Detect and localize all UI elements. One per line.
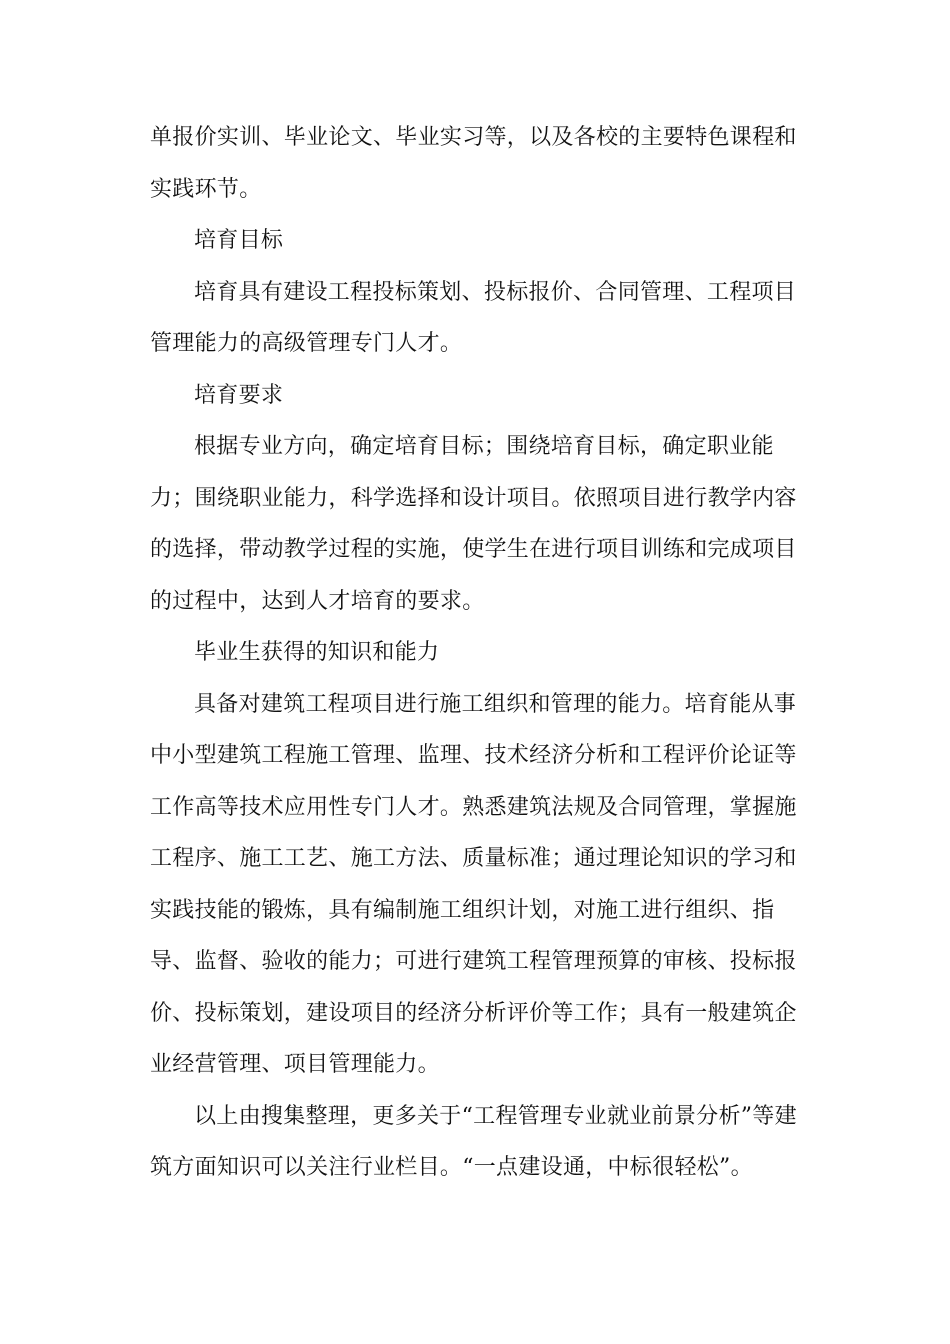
paragraph-continuation [150,112,800,215]
text-line: 单报价实训、毕业论文、毕业实习等，以及各校的主要特色课程和 [150,125,797,150]
text-line: 管理能力的高级管理专门人才。 [150,331,463,356]
text-line: 的选择，带动教学过程的实施，使学生在进行项目训练和完成项目 [150,537,797,562]
text-line: 中小型建筑工程施工管理、监理、技术经济分析和工程评价论证等 [150,743,797,768]
paragraph-goal [150,267,800,370]
text-line: 实践环节。 [150,176,262,202]
text-line: 以上由搜集整理，更多关于“工程管理专业就业前景分析”等建 [194,1103,797,1129]
section-heading-requirements [150,370,800,422]
text-line: 具备对建筑工程项目进行施工组织和管理的能力。培育能从事 [194,691,797,717]
text-line: 导、监督、验收的能力；可进行建筑工程管理预算的审核、投标报 [150,949,797,974]
text-line: 价、投标策划，建设项目的经济分析评价等工作；具有一般建筑企 [150,1000,797,1026]
heading-text: 培育目标 [194,228,284,253]
text-line: 根据专业方向，确定培育目标；围绕培育目标，确定职业能 [194,434,774,459]
text-line: 筑方面知识可以关注行业栏目。“一点建设通，中标很轻松”。 [150,1155,753,1180]
text-line: 业经营管理、项目管理能力。 [150,1052,440,1077]
paragraph-requirements [150,421,800,627]
text-line: 培育具有建设工程投标策划、投标报价、合同管理、工程项目 [194,279,797,305]
paragraph-closing [150,1091,800,1194]
paragraph-abilities [150,679,800,1091]
text-line: 实践技能的锻炼，具有编制施工组织计划，对施工进行组织、指 [150,897,775,923]
section-heading-abilities [150,627,800,679]
document-body [150,112,800,1194]
heading-text: 培育要求 [194,382,284,408]
text-line: 工作高等技术应用性专门人才。熟悉建筑法规及合同管理，掌握施 [150,794,797,820]
section-heading-goal [150,215,800,267]
text-line: 力；围绕职业能力，科学选择和设计项目。依照项目进行教学内容 [150,485,797,511]
text-line: 工程序、施工工艺、施工方法、质量标准；通过理论知识的学习和 [150,846,797,871]
text-line: 的过程中，达到人才培育的要求。 [150,588,485,614]
heading-text: 毕业生获得的知识和能力 [194,640,440,665]
